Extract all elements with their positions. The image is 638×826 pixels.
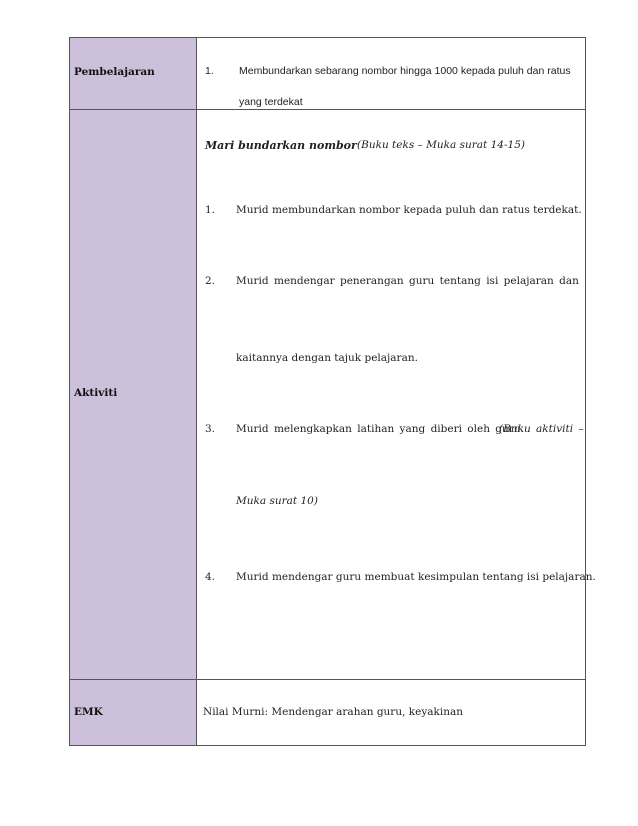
step-1-text: Murid membundarkan nombor kepada puluh dan ratus terdekat. bbox=[236, 204, 582, 216]
label-emk: EMK bbox=[74, 706, 103, 718]
step-2-word: dan bbox=[559, 275, 579, 287]
step-3-number: 3. bbox=[205, 423, 216, 435]
aktiviti-heading-reference: (Buku teks – Muka surat 14-15) bbox=[357, 139, 525, 151]
step-2-word: Murid bbox=[236, 275, 269, 287]
row-pembelajaran bbox=[70, 38, 585, 109]
label-cell-aktiviti bbox=[70, 110, 197, 679]
lesson-plan-table bbox=[69, 37, 596, 746]
aktiviti-heading: Mari bundarkan nombor bbox=[205, 139, 357, 152]
step-2-number: 2. bbox=[205, 275, 216, 287]
step-3-text: Murid melengkapkan latihan yang diberi oleh guru. bbox=[236, 423, 524, 435]
step-1-number: 1. bbox=[205, 204, 216, 216]
content-cell-emk bbox=[197, 680, 585, 745]
step-4-text: Murid mendengar guru membuat kesimpulan tentang isi pelajaran. bbox=[236, 571, 596, 583]
step-4-number: 4. bbox=[205, 571, 216, 583]
step-3-continuation: Muka surat 10) bbox=[236, 495, 318, 507]
emk-text: Nilai Murni: Mendengar arahan guru, keyakinan bbox=[203, 706, 464, 718]
step-2-line bbox=[236, 275, 579, 287]
step-2-word: pelajaran bbox=[503, 275, 554, 287]
row-emk bbox=[70, 679, 585, 745]
step-2-word: penerangan bbox=[339, 275, 404, 287]
label-cell-pembelajaran bbox=[70, 38, 197, 109]
pembelajaran-item-number: 1. bbox=[205, 65, 214, 77]
step-3-reference: (Buku aktiviti – bbox=[499, 423, 584, 435]
step-2-word: tentang bbox=[439, 275, 481, 287]
content-cell-aktiviti bbox=[197, 110, 596, 679]
step-2-continuation: kaitannya dengan tajuk pelajaran. bbox=[236, 352, 418, 364]
pembelajaran-item-line1: Membundarkan sebarang nombor hingga 1000 kepada puluh dan ratus bbox=[239, 65, 571, 77]
pembelajaran-item-line2: yang terdekat bbox=[239, 96, 303, 108]
step-2-word: isi bbox=[486, 275, 499, 287]
step-2-word: mendengar bbox=[273, 275, 335, 287]
label-aktiviti: Aktiviti bbox=[74, 387, 118, 399]
row-aktiviti bbox=[70, 109, 596, 679]
label-pembelajaran: Pembelajaran bbox=[74, 66, 155, 78]
label-cell-emk bbox=[70, 680, 197, 745]
step-2-word: guru bbox=[409, 275, 435, 287]
content-cell-pembelajaran bbox=[197, 38, 585, 109]
